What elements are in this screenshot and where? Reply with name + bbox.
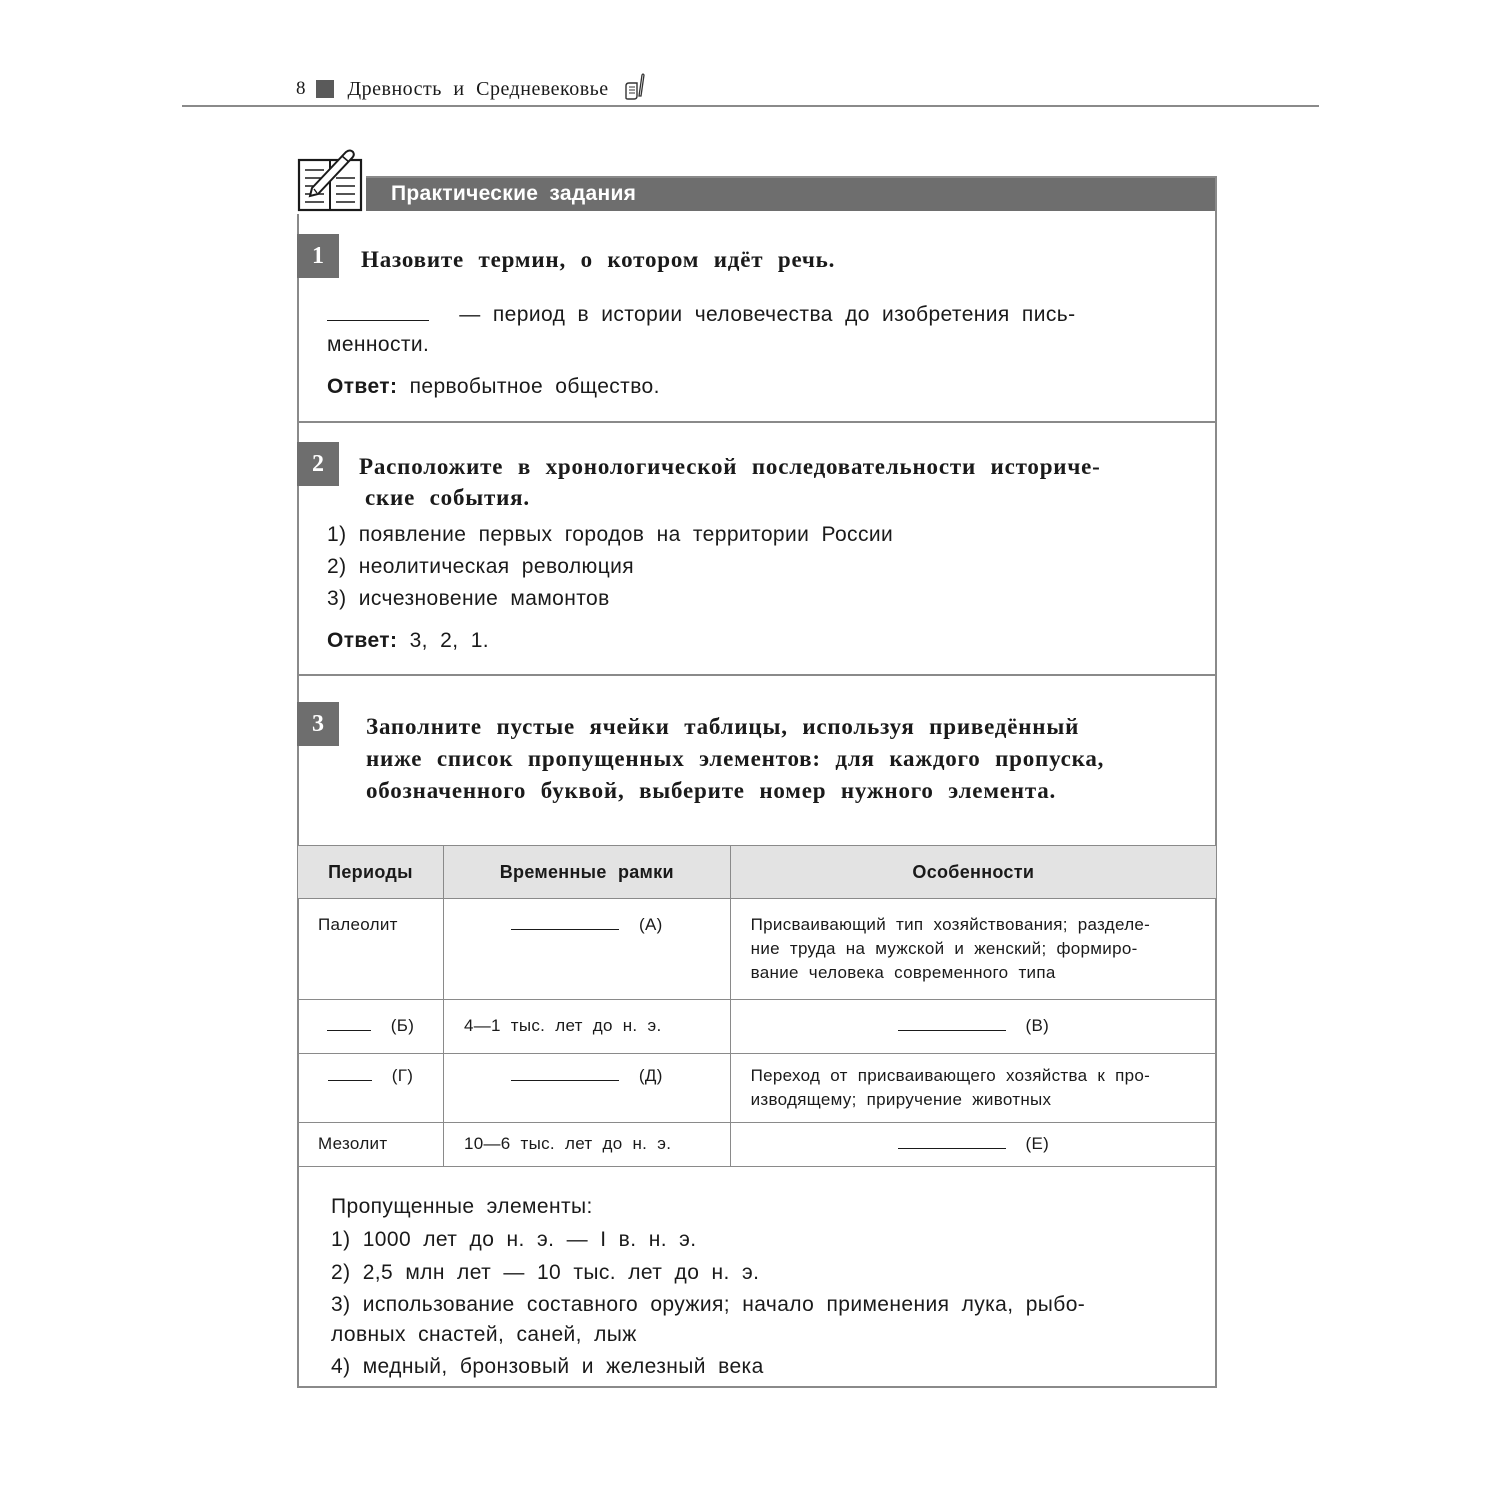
page-header [296, 72, 645, 106]
cell-period [298, 899, 444, 1000]
table-row [298, 1123, 1217, 1167]
mark-v: (В) [1025, 1016, 1050, 1035]
header-square-marker [316, 80, 334, 98]
task-2-item-1: 1) появление первых городов на территории России [327, 523, 894, 546]
missing-item-4: 4) медный, бронзовый и железный века [331, 1355, 764, 1378]
cell-period [298, 1000, 444, 1054]
cell-features [730, 1000, 1216, 1054]
banner-title: Практические задания [391, 182, 637, 205]
section-title: Древность и Средневековье [347, 77, 609, 100]
period-mesolith: Мезолит [318, 1134, 388, 1153]
table-row [298, 1054, 1217, 1123]
cell-features [730, 899, 1216, 1000]
table-row [298, 1000, 1217, 1054]
task-3-prompt-line-2: ниже список пропущенных элементов: для каждого пропуска, [366, 746, 1105, 771]
mark-b: (Б) [390, 1016, 415, 1035]
notebook-pen-icon [296, 148, 366, 214]
missing-item-3-line-1: 3) использование составного оружия; начало применения лука, рыбо- [331, 1293, 1086, 1316]
page-number: 8 [296, 78, 306, 99]
mark-d: (Д) [638, 1066, 663, 1085]
task-1-answer-label: Ответ: [327, 375, 398, 398]
features-row-3-line-2: изводящему; приручение животных [750, 1090, 1052, 1109]
table-header-row [298, 846, 1217, 899]
cell-period [298, 1123, 444, 1167]
task-2-item-3: 3) исчезновение мамонтов [327, 587, 610, 610]
blank-a [511, 915, 619, 930]
task-divider-2 [299, 674, 1215, 676]
header-periods: Периоды [298, 846, 444, 899]
tasks-banner [299, 178, 1215, 211]
mark-g: (Г) [391, 1066, 414, 1085]
blank-b [327, 1016, 371, 1031]
task-2-prompt-line-2: ские события. [365, 485, 530, 510]
mark-a: (А) [639, 915, 663, 934]
time-mesolith: 10—6 тыс. лет до н. э. [463, 1134, 672, 1153]
task-1-answer [327, 372, 660, 402]
cell-features [730, 1054, 1216, 1123]
missing-item-1: 1) 1000 лет до н. э. — I в. н. э. [331, 1228, 697, 1251]
task-3-prompt-line-3: обозначенного буквой, выберите номер нужного элемента. [366, 778, 1057, 803]
task-2-item-2: 2) неолитическая революция [327, 555, 635, 578]
task-2-answer-label: Ответ: [327, 629, 398, 652]
features-paleolith-line-2: ние труда на мужской и женский; формиро- [750, 939, 1138, 958]
period-paleolith: Палеолит [318, 915, 398, 934]
task-3-number: 3 [297, 702, 339, 746]
task-1-prompt: Назовите термин, о котором идёт речь. [361, 247, 836, 272]
task-2-answer-text: 3, 2, 1. [409, 629, 490, 652]
features-paleolith-line-3: вание человека современного типа [750, 963, 1056, 982]
periods-table [297, 845, 1217, 1167]
cell-time [443, 1123, 730, 1167]
task-3-prompt-line-1: Заполните пустые ячейки таблицы, используя приведённый [366, 714, 1080, 739]
task-1-statement-line-1: — период в истории человечества до изобретения пись- [459, 303, 1076, 326]
blank-g [328, 1066, 372, 1081]
task-divider-1 [299, 421, 1215, 423]
task-1-statement [327, 300, 1187, 360]
header-rule [182, 105, 1319, 107]
task-2-prompt-line-1: Расположите в хронологической последовательности историче- [359, 454, 1101, 479]
tasks-frame [297, 176, 1217, 1388]
mark-e: (Е) [1025, 1134, 1050, 1153]
task-2-answer [327, 626, 489, 656]
missing-elements-title: Пропущенные элементы: [331, 1195, 593, 1218]
task-2-number: 2 [297, 442, 339, 486]
term-blank [327, 300, 429, 321]
missing-item-3-line-2: ловных снастей, саней, лыж [331, 1323, 637, 1346]
table-row [298, 899, 1217, 1000]
scroll-quill-icon [623, 72, 645, 107]
cell-time [443, 1054, 730, 1123]
task-1-number: 1 [297, 234, 339, 278]
cell-period [298, 1054, 444, 1123]
blank-v [898, 1016, 1006, 1031]
cell-time [443, 1000, 730, 1054]
task-1-statement-line-2: менности. [327, 333, 430, 356]
features-paleolith-line-1: Присваивающий тип хозяйствования; разделе- [750, 915, 1151, 934]
task-1-answer-text: первобытное общество. [409, 375, 660, 398]
missing-item-2: 2) 2,5 млн лет — 10 тыс. лет до н. э. [331, 1261, 760, 1284]
header-time-frame: Временные рамки [443, 846, 730, 899]
cell-features [730, 1123, 1216, 1167]
blank-e [898, 1134, 1006, 1149]
features-row-3-line-1: Переход от присваивающего хозяйства к про- [750, 1066, 1151, 1085]
cell-time [443, 899, 730, 1000]
blank-d [511, 1066, 619, 1081]
time-row-2: 4—1 тыс. лет до н. э. [463, 1016, 662, 1035]
header-features: Особенности [730, 846, 1216, 899]
